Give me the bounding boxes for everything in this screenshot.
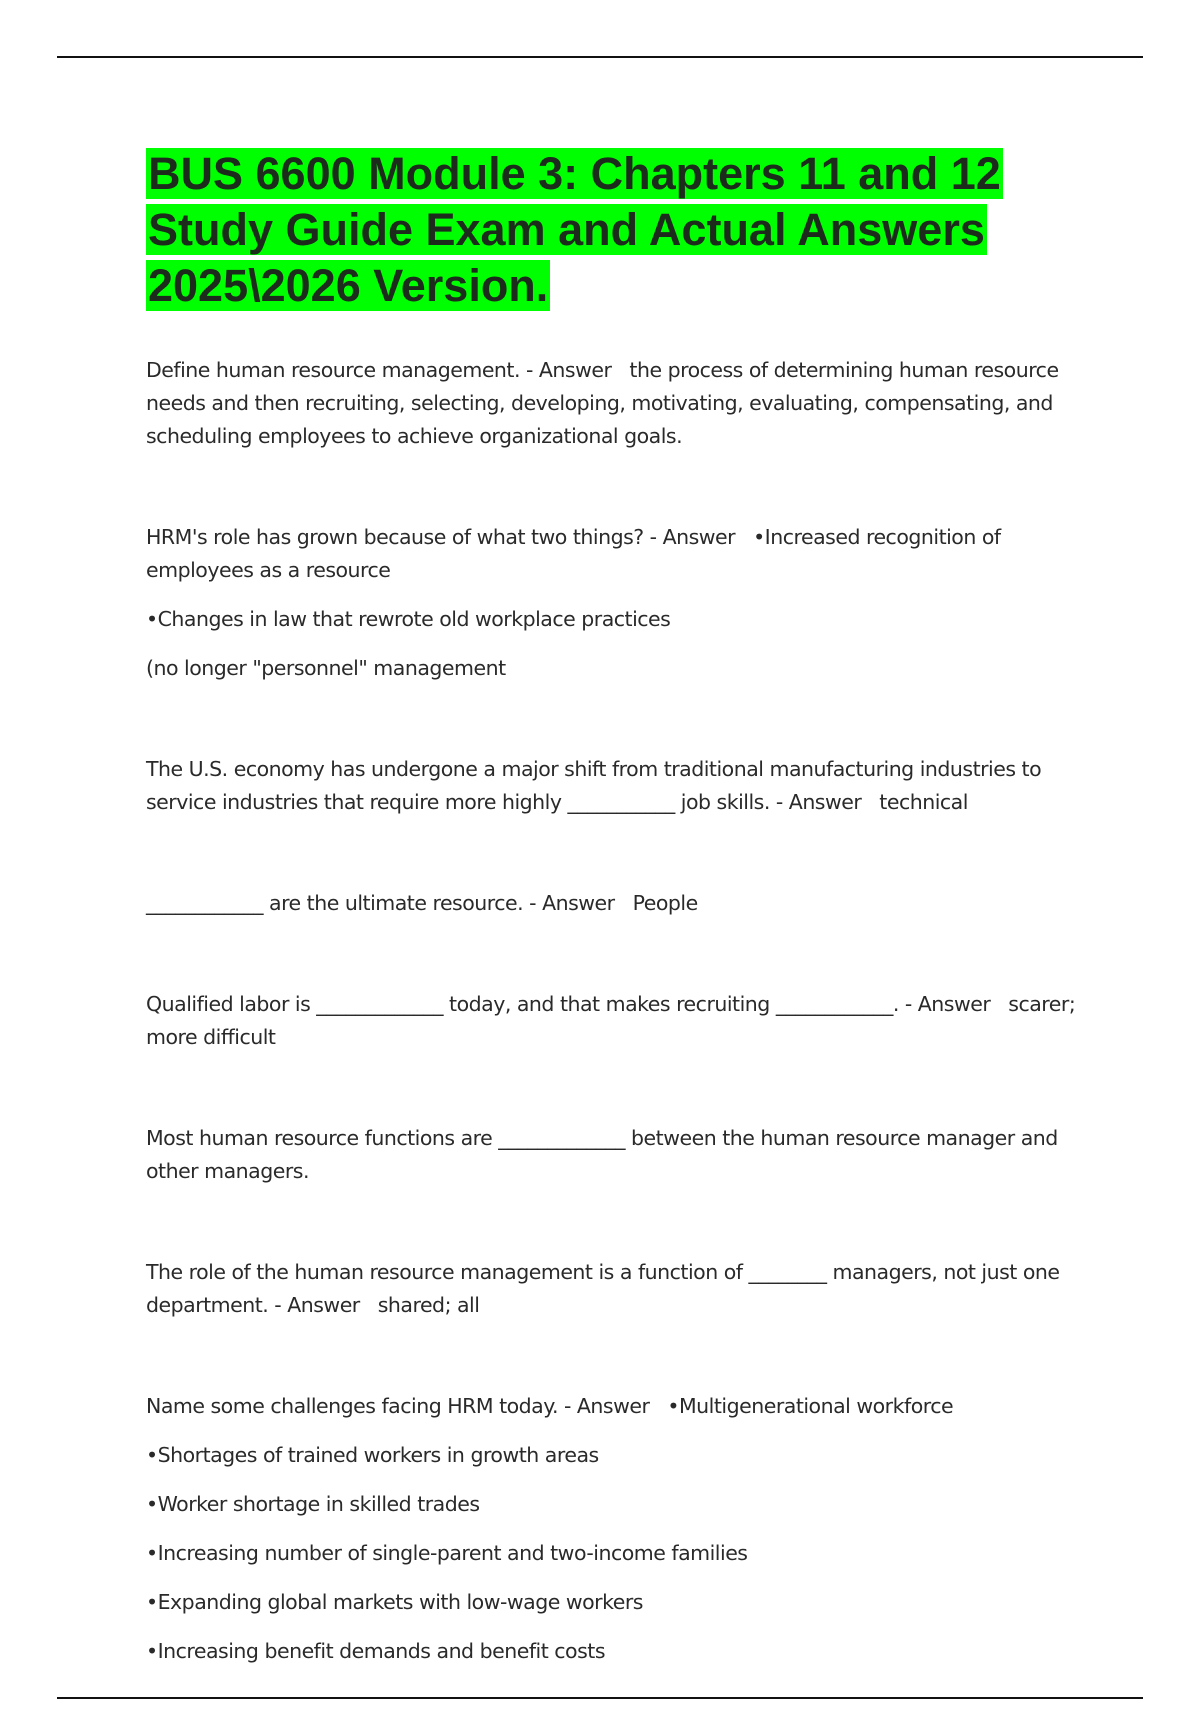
answer-text: shared; all [377, 1293, 480, 1317]
qa-text [146, 1256, 1086, 1322]
question-text: The role of the human resource management is a function of ________ managers, not just one department. - Answer [146, 1260, 1060, 1317]
qa-entry-6 [146, 1122, 1086, 1188]
qa-entry-7 [146, 1256, 1086, 1322]
qa-entry-1 [146, 354, 1086, 453]
qa-entry-5 [146, 988, 1086, 1054]
qa-text [146, 1122, 1086, 1188]
answer-text: •Multigenerational workforce [667, 1394, 954, 1418]
answer-line: •Changes in law that rewrote old workplace practices [146, 607, 671, 631]
answer-text: scarer; more difficult [146, 992, 1076, 1049]
qa-text [146, 1390, 1086, 1423]
answer-line: •Increasing benefit demands and benefit costs [146, 1639, 605, 1663]
answer-line: •Worker shortage in skilled trades [146, 1492, 480, 1516]
answer-text: •Increased recognition of employees as a resource [146, 525, 1001, 582]
qa-text [146, 988, 1086, 1054]
answer-line: •Shortages of trained workers in growth areas [146, 1443, 599, 1467]
qa-text [146, 887, 1086, 920]
qa-entry-2 [146, 521, 1086, 685]
header-rule [57, 56, 1143, 58]
question-text: Most human resource functions are _____________ between the human resource manager and other managers. [146, 1126, 1058, 1183]
answer-line: •Expanding global markets with low-wage workers [146, 1590, 643, 1614]
answer-text: People [632, 891, 698, 915]
qa-entry-4 [146, 887, 1086, 920]
qa-text [146, 753, 1086, 819]
answer-line: (no longer "personnel" management [146, 656, 506, 680]
question-text: ____________ are the ultimate resource. - Answer [146, 891, 615, 915]
answer-line: •Increasing number of single-parent and two-income families [146, 1541, 748, 1565]
document-title [146, 146, 1046, 314]
question-text: Define human resource management. - Answer [146, 358, 612, 382]
qa-text [146, 354, 1086, 453]
answer-text: technical [879, 790, 968, 814]
qa-text [146, 521, 1086, 587]
qa-entry-3 [146, 753, 1086, 819]
question-text: Qualified labor is _____________ today, and that makes recruiting ____________. - Answer [146, 992, 991, 1016]
question-text: Name some challenges facing HRM today. - Answer [146, 1394, 650, 1418]
document-body [146, 146, 1086, 1736]
footer-rule [57, 1697, 1143, 1699]
question-text: The U.S. economy has undergone a major shift from traditional manufacturing industries to service industries that require more highly ___________ job skills. - Answer [146, 757, 1042, 814]
document-title-highlight: BUS 6600 Module 3: Chapters 11 and 12 Study Guide Exam and Actual Answers 2025\2026 Version. [148, 148, 1001, 311]
question-text: HRM's role has grown because of what two things? - Answer [146, 525, 736, 549]
answer-text: the process of determining human resource needs and then recruiting, selecting, developing, motivating, evaluating, compensating, and scheduling employees to achieve organizational goals. [146, 358, 1059, 448]
qa-entry-8 [146, 1390, 1086, 1668]
